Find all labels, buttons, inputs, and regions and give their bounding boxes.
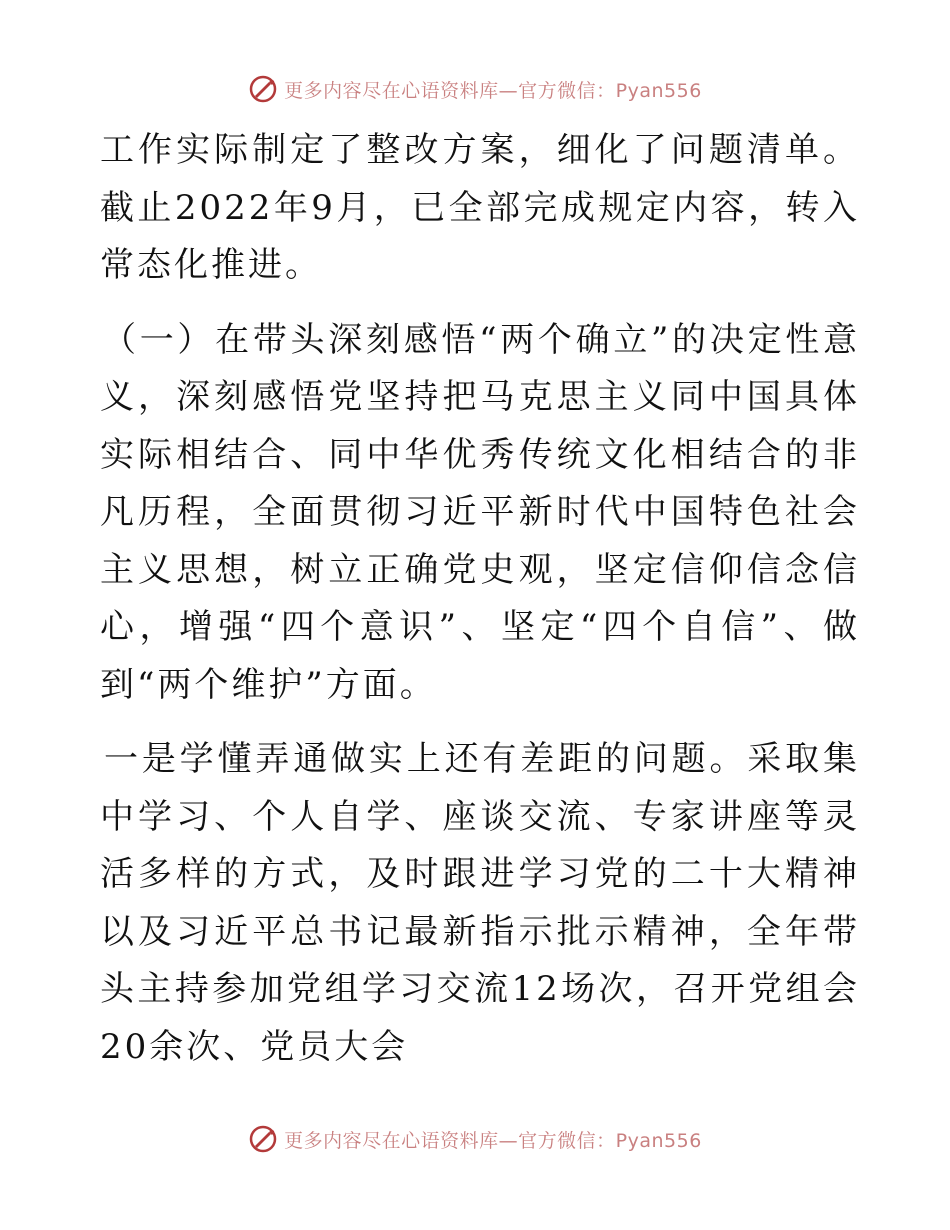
paragraph-3: 一是学懂弄通做实上还有差距的问题。采取集中学习、个人自学、座谈交流、专家讲座等灵活多样的方式，及时跟进学习党的二十大精神以及习近平总书记最新指示批示精神，全年带头主持参加党组学习交流12场次，召开党组会20余次、党员大会 [100,739,860,1067]
paragraph-2: （一）在带头深刻感悟“两个确立”的决定性意义，深刻感悟党坚持把马克思主义同中国具体实际相结合、同中华优秀传统文化相结合的非凡历程，全面贯彻习近平新时代中国特色社会主义思想，树立正确党史观，坚定信仰信念信心，增强“四个意识”、坚定“四个自信”、做到“两个维护”方面。 [100,319,860,705]
paragraph-1: 工作实际制定了整改方案，细化了问题清单。截止2022年9月，已全部完成规定内容，转入常态化推进。 [100,130,860,285]
header-watermark [0,74,950,104]
watermark-text: 更多内容尽在心语资料库—官方微信：Pyan556 [284,1129,702,1152]
quill-pen-seal-icon [248,1124,278,1154]
watermark-text: 更多内容尽在心语资料库—官方微信：Pyan556 [284,79,702,102]
quill-pen-seal-icon [248,74,278,104]
footer-watermark [0,1124,950,1154]
document-body [100,122,860,1076]
